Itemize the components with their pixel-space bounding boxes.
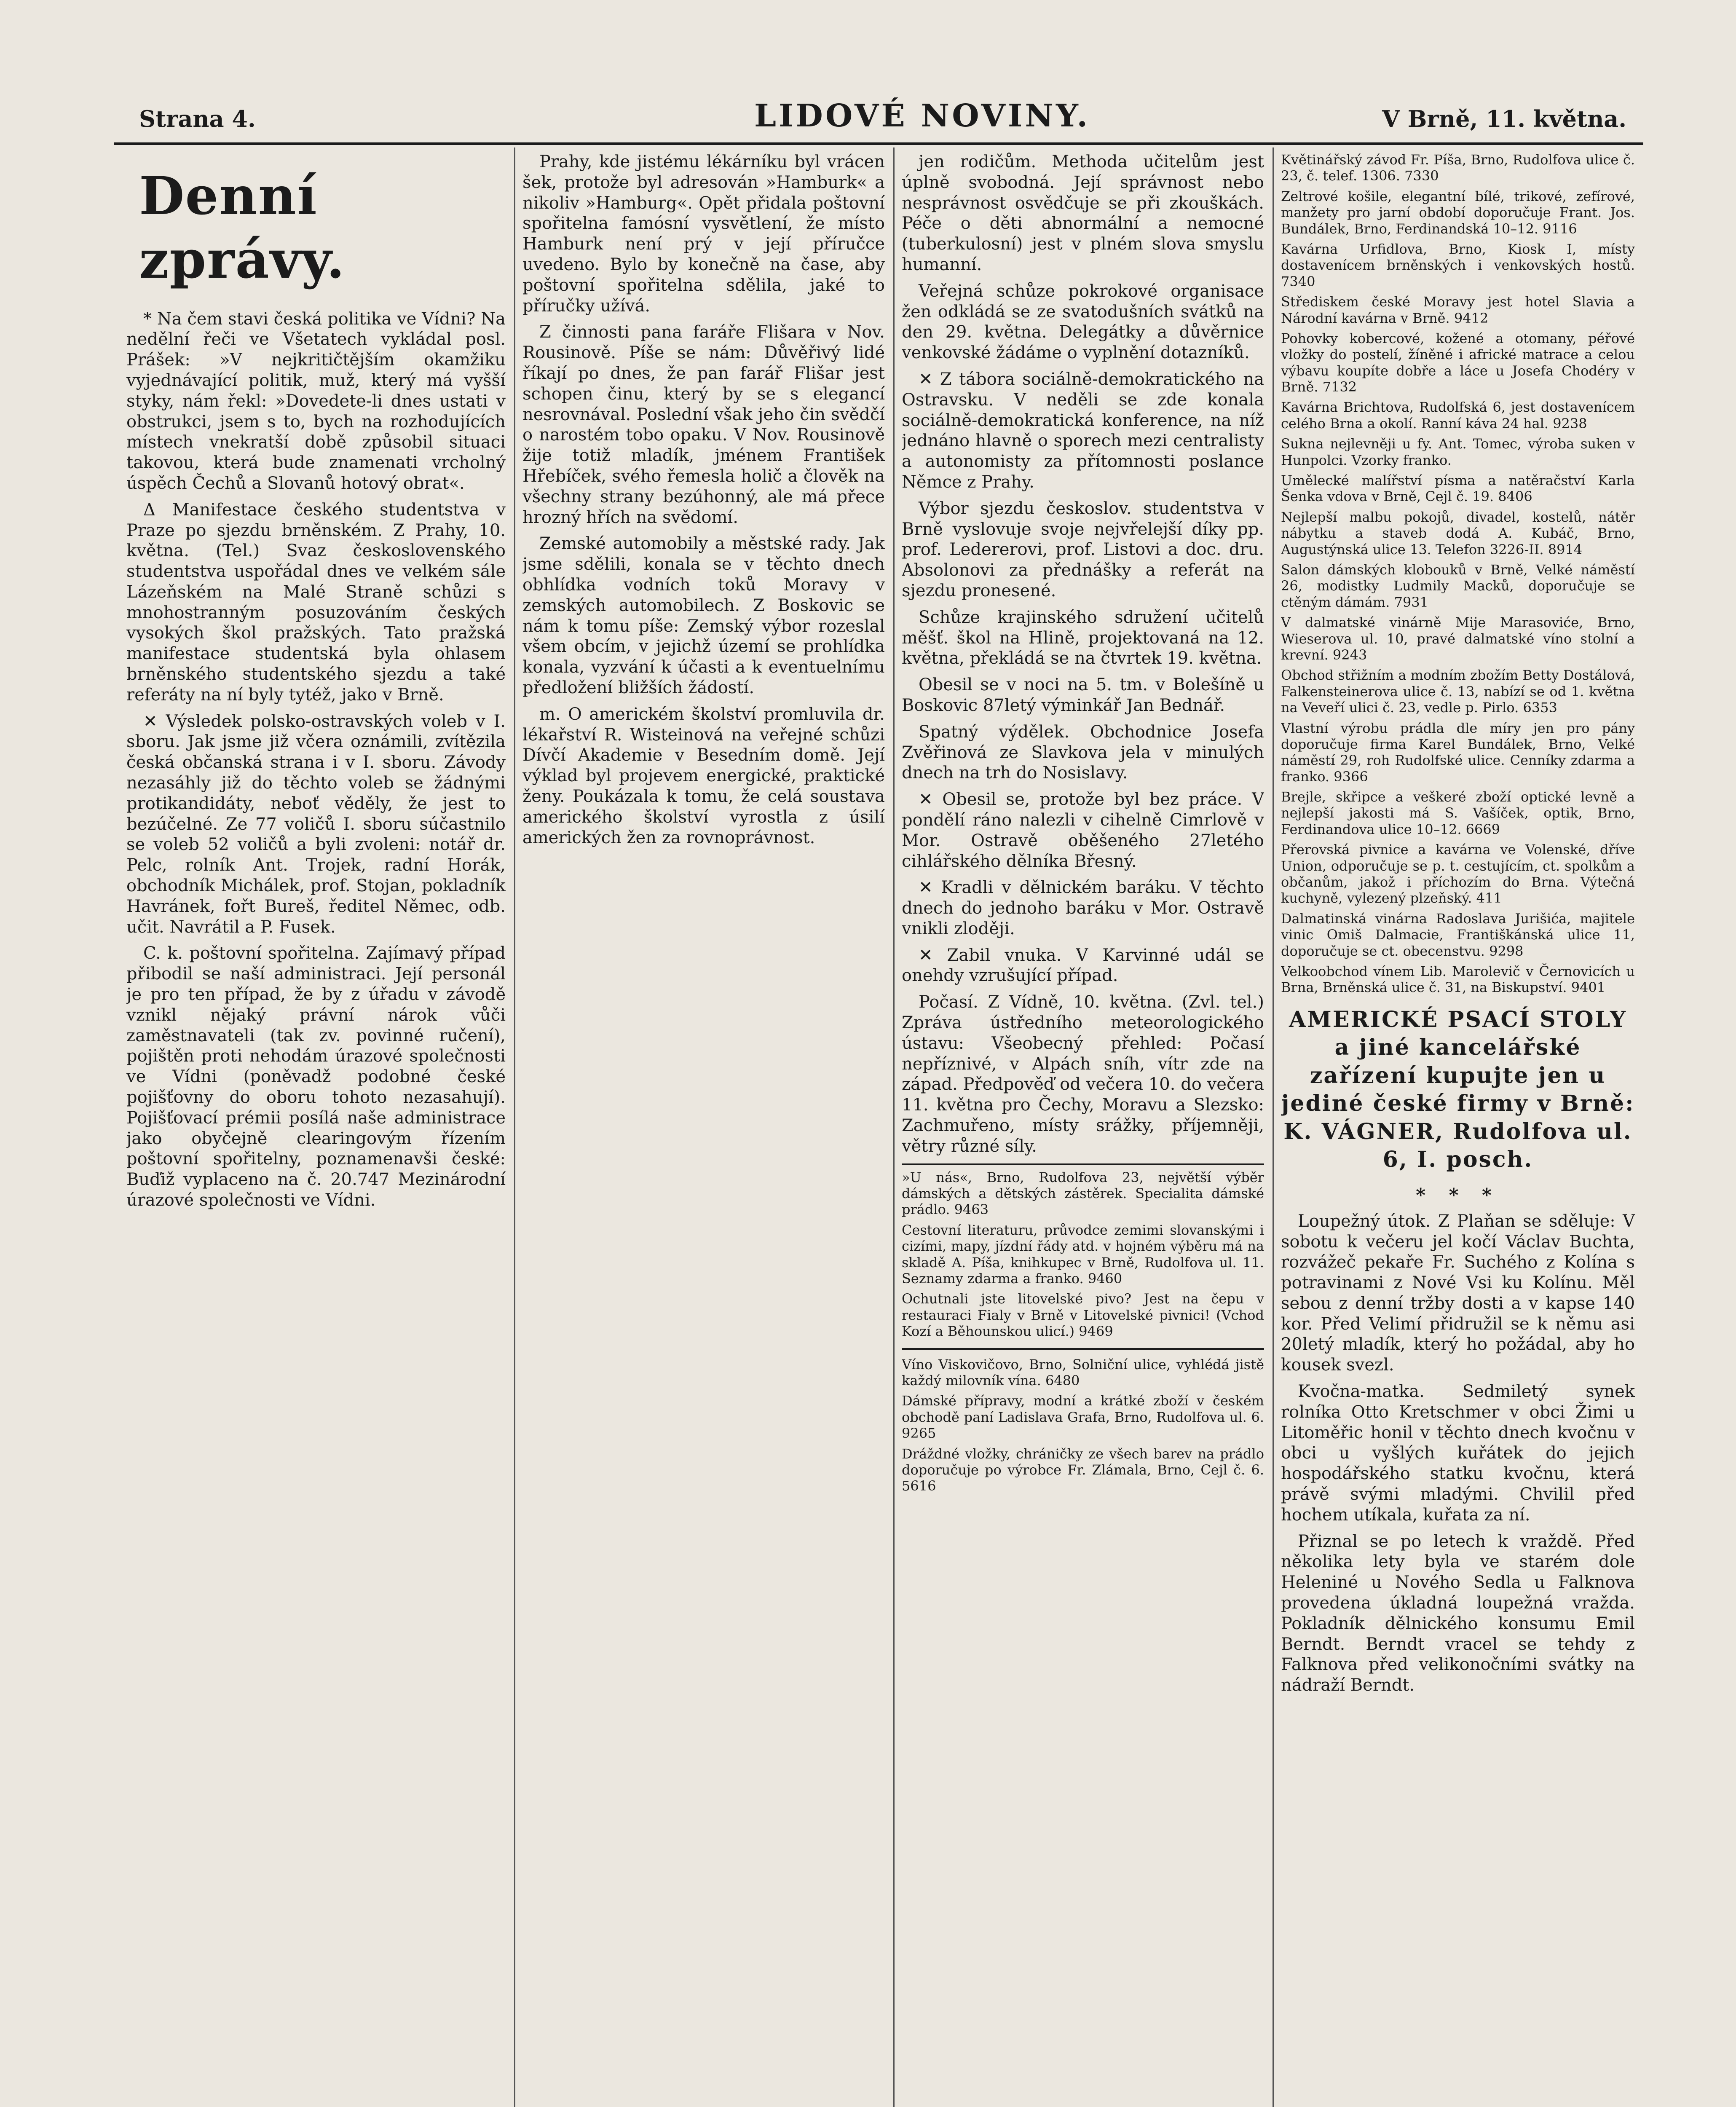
- classified-ad: Sukna nejlevněji u fy. Ant. Tomec, výroba suken v Hunpolci. Vzorky franko.: [1281, 436, 1635, 468]
- article: Prahy, kde jistému lékárníku byl vrácen šek, protože byl adresován »Hamburk« a nikoliv »Hamburg«. Opět přidala poštovní spořitelna famósní vysvětlení, že místo Hamburk není prý v její příručce uvedeno. Bylo by konečně na čase, aby poštovní spořitelna sdělila, jaké to příručky užívá.: [522, 152, 885, 316]
- article: Veřejná schůze pokrokové organisace žen odkládá se ze svatodušních svátků na den 29. května. Delegátky a důvěrnice venkovské žádáme o vyplnění dotazníků.: [902, 281, 1264, 363]
- article: jen rodičům. Methoda učitelům jest úplně svobodná. Její správnost nebo nesprávnost osvědčuje se při zkouškách. Péče o děti abnormální a nemocné (tuberkulosní) jest v plném slova smyslu humanní.: [902, 152, 1264, 274]
- article: ✕ Z tábora sociálně-demokratického na Ostravsku. V neděli se zde konala sociálně-demokratická konference, na níž jednáno hlavně o sporech mezi centralisty a autonomisty za přítomnosti poslance Němce z Prahy.: [902, 369, 1264, 492]
- classified-ad: Pohovky kobercové, kožené a otomany, péřové vložky do postelí, žíněné i africké matrace a celou výbavu koupíte dobře a láce u Josefa Chodéry v Brně. 7132: [1281, 330, 1635, 395]
- page-header: [0, 0, 1736, 160]
- article: Z činnosti pana faráře Flišara v Nov. Rousinově. Píše se nám: Důvěřivý lidé říkají po dnes, že pan farář Flišar jest schopen činu, který by se s elegancí nesrovnával. Poslední však jeho čin svědčí o narostém tobo opaku. V Nov. Rousinově žije totiž mladík, jménem František Hřebíček, svého řemesla holič a člověk na všechny strany bezúhonný, ale má přece hrozný hřích na svědomí.: [522, 322, 885, 527]
- article: Počasí. Z Vídně, 10. května. (Zvl. tel.) Zpráva ústředního meteorologického ústavu: Všeobecný přehled: Počasí nepříznivé, v Alpách sníh, vítr zde na západ. Předpověď od večera 10. do večera 11. května pro Čechy, Moravu a Slezsko: Zachmuřeno, místy srážky, příjemněji, větry různé síly.: [902, 992, 1264, 1156]
- classified-ad: »U nás«, Brno, Rudolfova 23, největší výběr dámských a dětských zástěrek. Specialita dámské prádlo. 9463: [902, 1169, 1264, 1218]
- classified-ad: Dráždné vložky, chráničky ze všech barev na prádlo doporučuje po výrobce Fr. Zlámala, Brno, Cejl č. 6. 5616: [902, 1445, 1264, 1494]
- column-divider: [893, 147, 895, 2107]
- classified-ad: Kavárna Urfidlova, Brno, Kiosk I, místy dostavenícem brněnských i venkovských hostů. 7340: [1281, 241, 1635, 290]
- article: m. O americkém školství promluvila dr. lékařství R. Wisteinová na veřejné schůzi Dívčí Akademie v Besedním domě. Její výklad byl projevem energické, praktické ženy. Poukázala k tomu, že celá soustava amerického školství vyrostla z úsilí amerických žen za rovnoprávnost.: [522, 704, 885, 847]
- newspaper-masthead: LIDOVÉ NOVINY.: [754, 98, 1090, 134]
- page-number: Strana 4.: [139, 105, 256, 132]
- article: Δ Manifestace českého studentstva v Praze po sjezdu brněnském. Z Prahy, 10. května. (Tel.) Svaz československého studentstva uspořádal dnes ve velkém sále Lázeňském na Malé Straně schůzi s mnohostranným posuzováním českých vysokých škol pražských. Tato pražská manifestace studentská byla ohlasem brněnského studentského sjezdu a také referáty na ní byly tytéž, jako v Brně.: [126, 500, 506, 705]
- article: Loupežný útok. Z Plaňan se sděluje: V sobotu k večeru jel kočí Václav Buchta, rozvážeč pekaře Fr. Suchého z Kolína s potravinami z Nové Vsi ku Kolínu. Měl sebou z denní tržby dosti a v kapse 140 kor. Před Velimí přidružil se k němu asi 20letý mladík, který ho požádal, aby ho kousek svezl.: [1281, 1211, 1635, 1375]
- classified-ad: Kavárna Brichtova, Rudolfská 6, jest dostavenícem celého Brna a okolí. Ranní káva 24 hal. 9238: [1281, 399, 1635, 432]
- section-title: Denní zprávy.: [139, 166, 346, 291]
- classified-ad: Květinářský závod Fr. Píša, Brno, Rudolfova ulice č. 23, č. telef. 1306. 7330: [1281, 152, 1635, 184]
- article: Zemské automobily a městské rady. Jak jsme sdělili, konala se v těchto dnech obhlídka vodních toků Moravy v zemských automobilech. Z Boskovic se nám k tomu píše: Zemský výbor rozeslal všem obcím, v jejichž území se prohlídka konala, vyzvání k účasti a k eventuelnímu předložení bližších žádostí.: [522, 534, 885, 697]
- display-advertisement: AMERICKÉ PSACÍ STOLY a jiné kancelářské zařízení kupujte jen u jediné české firmy v Brně: K. VÁGNER, Rudolfova ul. 6, I. posch.: [1281, 1006, 1635, 1173]
- classified-ad: Zeltrové košile, elegantní bílé, trikové, zefírové, manžety pro jarní období doporučuje Frant. Jos. Bundálek, Brno, Ferdinandská 10–12. 9116: [1281, 188, 1635, 237]
- header-rule: [114, 142, 1643, 145]
- column-divider: [1273, 147, 1274, 2107]
- column-2: [522, 152, 885, 2107]
- classified-ads-box: [902, 1163, 1264, 1350]
- article: Schůze krajinského sdružení učitelů měšť. škol na Hlině, projektovaná na 12. května, překládá se na čtvrtek 19. května.: [902, 607, 1264, 668]
- column-3: [902, 152, 1264, 2107]
- article: ✕ Výsledek polsko-ostravských voleb v I. sboru. Jak jsme již včera oznámili, zvítězila česká občanská strana i v I. sboru. Závody nezasáhly již do těchto voleb se žádnými protikandidáty, neboť věděly, že jest to bezúčelné. Ze 77 voličů I. sboru súčastnilo se voleb 52 voličů a byli zvoleni: notář dr. Pelc, rolník Ant. Trojek, radní Horák, obchodník Michálek, prof. Stojan, pokladník Havránek, fořt Bureš, ředitel Němec, odb. učit. Navrátil a P. Fusek.: [126, 711, 506, 937]
- classified-ad: Brejle, skřipce a veškeré zboží optické levně a nejlepší jakosti má S. Vašíček, optik, Brno, Ferdinandova ulice 10–12. 6669: [1281, 789, 1635, 837]
- article: C. k. poštovní spořitelna. Zajímavý případ přibodil se naší administraci. Její personál je pro ten případ, že by z úřadu v závodě vznikl nějaký právní nárok vůči zaměstnavateli (tak zv. povinné ručení), pojištěn proti nehodám úrazové společnosti ve Vídni (poněvadž podobné české pojišťovny do oboru tohoto nezasahují). Pojišťovací prémii posílá naše administrace jako obyčejně clearingovým řízením poštovní spořitelny, poznamenavši české: Buďiž vyplaceno na č. 20.747 Mezinárodní úrazové společnosti ve Vídni.: [126, 944, 506, 1210]
- classified-ad: Vlastní výrobu prádla dle míry jen pro pány doporučuje firma Karel Bundálek, Brno, Velké náměstí 29, roh Rudolfské ulice. Cenníky zdarma a franko. 9366: [1281, 720, 1635, 785]
- article: Výbor sjezdu českoslov. studentstva v Brně vyslovuje svoje nejvřelejší díky pp. prof. Ledererovi, prof. Listovi a doc. dru. Absolonovi za přednášky a referát na sjezdu pronesené.: [902, 499, 1264, 600]
- article: ✕ Zabil vnuka. V Karvinné udál se onehdy vzrušující případ.: [902, 945, 1264, 986]
- classified-ad: Velkoobchod vínem Lib. Marolevič v Černovicích u Brna, Brněnská ulice č. 31, na Biskupství. 9401: [1281, 963, 1635, 996]
- classified-ad: Střediskem české Moravy jest hotel Slavia a Národní kavárna v Brně. 9412: [1281, 294, 1635, 326]
- classified-ad: Dámské přípravy, modní a krátké zboží v českém obchodě paní Ladislava Grafa, Brno, Rudolfova ul. 6. 9265: [902, 1393, 1264, 1442]
- classified-ad: Ochutnali jste litovelské pivo? Jest na čepu v restauraci Fialy v Brně v Litovelské pivnici! (Vchod Kozí a Běhounskou ulicí.) 9469: [902, 1291, 1264, 1340]
- article: * Na čem stavi česká politika ve Vídni? Na nedělní řeči ve Všetatech vykládal posl. Prášek: »V nejkritičtějším okamžiku vyjednávající politik, muž, který má vyšší styky, nám řekl: »Dovedete-li dnes ustati v obstrukci, jsem s to, bych na rozhodujících místech vnekratší době způsobil situaci takovou, která bude znamenati vrcholný úspěch Čechů a Slovanů hotový obrat«.: [126, 309, 506, 493]
- classified-ad: Salon dámských klobouků v Brně, Velké náměstí 26, modistky Ludmily Macků, doporučuje se ctěným dámám. 7931: [1281, 561, 1635, 610]
- classified-ad: Nejlepší malbu pokojů, divadel, kostelů, nátěr nábytku a staveb dodá A. Kubáč, Brno, Augustýnská ulice 13. Telefon 3226-II. 8914: [1281, 509, 1635, 558]
- classified-ad: Víno Viskovičovo, Brno, Solniční ulice, vyhlédá jistě každý milovník vína. 6480: [902, 1356, 1264, 1389]
- article: Obesil se v noci na 5. tm. v Bolešíně u Boskovic 87letý výminkář Jan Bednář.: [902, 675, 1264, 715]
- classified-ad: Obchod střižním a modním zbožím Betty Dostálová, Falkensteinerova ulice č. 13, nabízí se od 1. května na Veveří ulici č. 23, vedle p. Pirlo. 6353: [1281, 667, 1635, 716]
- place-date: V Brně, 11. května.: [1382, 105, 1626, 132]
- column-1: [126, 152, 506, 2107]
- column-divider: [514, 147, 515, 2107]
- section-separator: * * *: [1416, 1185, 1500, 1206]
- article: Kvočna-matka. Sedmiletý synek rolníka Otto Kretschmer v obci Žimi u Litoměřic honil v těchto dnech kvočnu v obci u vyšlých kuřátek do jejich hospodářského statku kvočnu, která právě svými mladými. Chvilil před hochem utíkala, kuřata za ní.: [1281, 1382, 1635, 1525]
- article: Přiznal se po letech k vraždě. Před několika lety byla ve starém dole Heleniné u Nového Sedla u Falknova provedena úkladná loupežná vražda. Pokladník dělnického konsumu Emil Berndt. Berndt vracel se tehdy z Falknova před velikonočními svátky na nádraží Berndt.: [1281, 1531, 1635, 1695]
- article: ✕ Kradli v dělnickém baráku. V těchto dnech do jednoho baráku v Mor. Ostravě vnikli zloději.: [902, 878, 1264, 938]
- column-4: [1281, 152, 1635, 2107]
- classified-ad: Umělecké malířství písma a natěračství Karla Šenka vdova v Brně, Cejl č. 19. 8406: [1281, 472, 1635, 505]
- classified-ad: Cestovní literaturu, průvodce zemimi slovanskými i cizími, mapy, jízdní řády atd. v hojném výběru má na skladě A. Píša, knihkupec v Brně, Rudolfova ul. 11. Seznamy zdarma a franko. 9460: [902, 1222, 1264, 1287]
- article: Spatný výdělek. Obchodnice Josefa Zvěřinová ze Slavkova jela v minulých dnech na trh do Nosislavy.: [902, 722, 1264, 783]
- classified-ad: Dalmatinská vinárna Radoslava Jurišića, majitele vinic Omiš Dalmacie, Františkánská ulice 11, doporučuje se ct. obecenstvu. 9298: [1281, 910, 1635, 959]
- classified-ad: Přerovská pivnice a kavárna ve Volenské, dříve Union, odporučuje se p. t. cestujícím, ct. spolkům a občanům, jakož i příchozím do Brna. Výtečná kuchyně, vylezený plzeňský. 411: [1281, 842, 1635, 906]
- classified-ad: V dalmatské vinárně Mije Marasoviće, Brno, Wieserova ul. 10, pravé dalmatské víno stolní a krevní. 9243: [1281, 614, 1635, 663]
- article: ✕ Obesil se, protože byl bez práce. V pondělí ráno nalezli v cihelně Cimrlově v Mor. Ostravě oběšeného 27letého cihlářského dělníka Břesný.: [902, 790, 1264, 871]
